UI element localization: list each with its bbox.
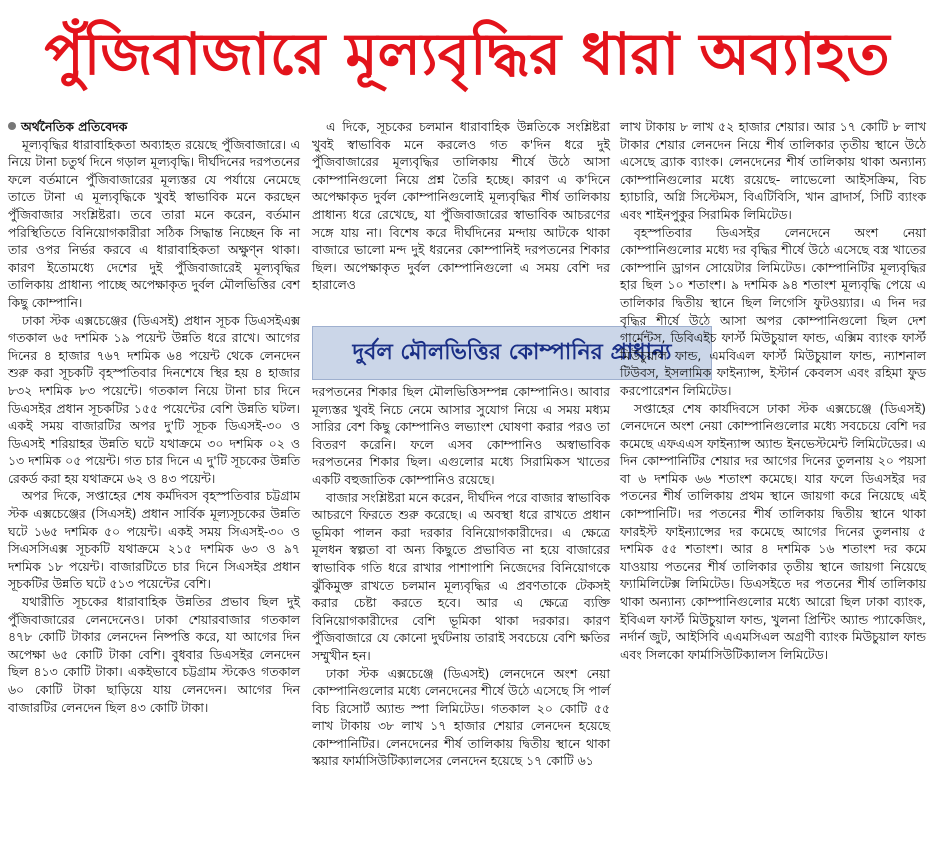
bullet-icon: [8, 122, 16, 130]
paragraph: বাজার সংশ্লিষ্টরা মনে করেন, দীর্ঘদিন পরে বাজার স্বাভাবিক আচরণে ফিরতে শুরু করেছে। এ অবস্থা ধরে রাখতে প্রধান ভূমিকা পালন করা দরকার বিনিয়োগকারীদের। এ ক্ষেত্রে মূলধন স্বল্পতা বা অন্য কিছুতে প্রভাবিত না হয়ে বাজারের স্বাভাবিক গতি ধরে রাখার পাশাপাশি নিজেদের বিনিয়োগকে ঝুঁকিমুক্ত রাখতে চলমান মূল্যবৃদ্ধির এ প্রবণতাকে টেকসই করার চেষ্টা করতে হবে। আর এ ক্ষেত্রে ব্যক্তি বিনিয়োগকারীদের বেশি ভূমিকা থাকা দরকার। কারণ পুঁজিবাজারে যে কোনো দুর্ঘটনায় তারাই সবচেয়ে বেশি ক্ষতির সম্মুখীন হন।: [312, 489, 611, 663]
paragraph: ঢাকা স্টক এক্সচেঞ্জের (ডিএসই) প্রধান সূচক ডিএসইএক্স গতকাল ৬৫ দশমিক ১৯ পয়েন্ট উন্নতি ধরে রাখে। আগের দিনের ৪ হাজার ৭৬৭ দশমিক ৬৪ পয়েন্ট থেকে লেনদেন শুরু করা সূচকটি বৃহস্পতিবার দিনশেষে স্থির হয় ৪ হাজার ৮৩২ দশমিক ৮৩ পয়েন্টে। গতকাল নিয়ে টানা চার দিনে ডিএসইর প্রধান সূচকটির ১৫৫ পয়েন্টের বেশি উন্নতি ঘটল। একই সময় বাজারটির অপর দু'টি সূচক ডিএসই-৩০ ও ডিএসই শরিয়াহর উন্নতি ঘটে যথাক্রমে ৩০ দশমিক ০২ ও ১৩ দশমিক ০৫ পয়েন্ট। গত চার দিনে এ দু'টি সূচকের উন্নতি রেকর্ড করা হয় যথাক্রমে ৬২ ও ৪৩ পয়েন্ট।: [8, 312, 300, 486]
paragraph: অপর দিকে, সপ্তাহের শেষ কর্মদিবস বৃহস্পতিবার চট্টগ্রাম স্টক এক্সচেঞ্জের (সিএসই) প্রধান সার্বিক মূল্যসূচকের উন্নতি ঘটে ১৬৫ দশমিক ৫০ পয়েন্ট। একই সময় সিএসই-৩০ ও সিএসসিএক্স সূচকটি যথাক্রমে ২১৫ দশমিক ৬৩ ও ৯৭ দশমিক ১৮ পয়েন্ট। বাজারটিতে চার দিনে সিএসইর প্রধান সূচকটির উন্নতি ঘটে ৫১৩ পয়েন্টের বেশি।: [8, 488, 300, 592]
paragraph: লাখ টাকায় ৮ লাখ ৫২ হাজার শেয়ার। আর ১৭ কোটি ৮ লাখ টাকার শেয়ার লেনদেন নিয়ে শীর্ষ তালিকার তৃতীয় স্থানে উঠে এসেছে ব্র্যাক ব্যাংক। লেনদেনের শীর্ষ তালিকায় থাকা অন্যান্য কোম্পানিগুলোর মধ্যে রয়েছে- লাভেলো আইসক্রিম, বিচ হ্যাচারি, অগ্নি সিস্টেমস, বিএটিবিসি, খান ব্রাদার্স, সিটি ব্যাংক এবং শাইনপুকুর সিরামিক লিমিটেড।: [620, 119, 926, 222]
byline-text: অর্থনৈতিক প্রতিবেদক: [21, 119, 128, 134]
column-2-bottom: [312, 383, 610, 770]
headline: পুঁজিবাজারে মূল্যবৃদ্ধির ধারা অব্যাহত: [44, 20, 890, 88]
paragraph: মূল্যবৃদ্ধির ধারাবাহিকতা অব্যাহত রয়েছে পুঁজিবাজারে। এ নিয়ে টানা চতুর্থ দিনে গড়াল মূল্যবৃদ্ধি। দীর্ঘদিনের দরপতনের ফলে বর্তমানে পুঁজিবাজারের মূল্যস্তর যে পর্যায়ে নেমেছে তাতে টানা এ মূল্যবৃদ্ধিকে খুবই স্বাভাবিক মনে করছেন পুঁজিবাজার সংশ্লিষ্টরা। তবে তারা মনে করেন, বর্তমান পরিস্থিতিতে বিনিয়োগকারীরা সঠিক সিদ্ধান্ত নিচ্ছেন কি না তার ওপর নির্ভর করবে এ ধারাবাহিকতা অক্ষুণ্ন থাকা। কারণ ইতোমধ্যে দেশের দুই পুঁজিবাজারেই মূল্যবৃদ্ধির তালিকায় প্রাধান্য পাচ্ছে অপেক্ষাকৃত দুর্বল মৌলভিত্তির বেশ কিছু কোম্পানি।: [8, 136, 300, 310]
column-1: [8, 118, 300, 716]
paragraph: ঢাকা স্টক এক্সচেঞ্জে (ডিএসই) লেনদেনে অংশ নেয়া কোম্পানিগুলোর মধ্যে লেনদেনের শীর্ষে উঠে এসেছে সি পার্ল বিচ রিসোর্ট অ্যান্ড স্পা লিমিটেড। গতকাল ২০ কোটি ৫৫ লাখ টাকায় ৩৮ লাখ ১৭ হাজার শেয়ার লেনদেন হয়েছে কোম্পানিটির। লেনদেনের শীর্ষ তালিকায় দ্বিতীয় স্থানে থাকা স্কয়ার ফার্মাসিউটিক্যালসের লেনদেন হয়েছে ১৭ কোটি ৬১: [312, 665, 610, 769]
byline: [8, 118, 300, 136]
paragraph: যথারীতি সূচকের ধারাবাহিক উন্নতির প্রভাব ছিল দুই পুঁজিবাজারের লেনদেনেও। ঢাকা শেয়ারবাজার গতকাল ৪৭৮ কোটি টাকার লেনদেন নিষ্পত্তি করে, যা আগের দিন অপেক্ষা ৬৫ কোটি টাকা বেশি। বুধবার ডিএসইর লেনদেন ছিল ৪১৩ কোটি টাকা। একইভাবে চট্টগ্রাম স্টকেও গতকাল ৬০ কোটি টাকা ছাড়িয়ে যায় লেনদেন। আগের দিন বাজারটির লেনদেন ছিল ৪৩ কোটি টাকা।: [8, 594, 300, 715]
paragraph: দরপতনের শিকার ছিল মৌলভিত্তিসম্পন্ন কোম্পানিও। আবার মূল্যস্তর খুবই নিচে নেমে আসার সুযোগ নিয়ে এ সময় মধ্যম সারির বেশ কিছু কোম্পানিও লভ্যাংশ ঘোষণা করার পরও তা বিতরণ করেনি। ফলে এসব কোম্পানিও অস্বাভাবিক দরপতনের শিকার ছিল। এগুলোর মধ্যে সিরামিকস খাতের একটি বহুজাতিক কোম্পানিও রয়েছে।: [312, 384, 610, 487]
paragraph: এ দিকে, সূচকের চলমান ধারাবাহিক উন্নতিকে সংশ্লিষ্টরা খুবই স্বাভাবিক মনে করলেও গত ক'দিন ধরে দুই পুঁজিবাজারের মূল্যবৃদ্ধির তালিকায় শীর্ষে উঠে আসা কোম্পানিগুলো নিয়ে প্রশ্ন তৈরি হচ্ছে। কারণ এ ক'দিনে অপেক্ষাকৃত দুর্বল কোম্পানিগুলোই মূল্যবৃদ্ধির শীর্ষ তালিকায় প্রাধান্য ধরে রেখেছে, যা পুঁজিবাজারের স্বাভাবিক আচরণের সঙ্গে যায় না। বিশেষ করে দীর্ঘদিনের মন্দায় আটকে থাকা বাজারে ভালো মন্দ দুই ধরনের কোম্পানিই দরপতনের শিকার ছিল। অপেক্ষাকৃত দুর্বল কোম্পানিগুলো এ সময় বেশি দর হারালেও: [312, 119, 610, 293]
paragraph: সপ্তাহের শেষ কার্যদিবসে ঢাকা স্টক এক্সচেঞ্জে (ডিএসই) লেনদেনে অংশ নেয়া কোম্পানিগুলোর মধ্যে সবচেয়ে বেশি দর কমেছে এফএএস ফাইন্যান্স অ্যান্ড ইনভেস্টমেন্ট লিমিটেডের। এ দিন কোম্পানিটির শেয়ার দর আগের দিনের তুলনায় ২০ পয়সা বা ৬ দশমিক ৬৬ শতাংশ কমেছে। যার ফলে ডিএসইর দর পতনের শীর্ষ তালিকায় প্রথম স্থানে জায়গা করে নিয়েছে এই কোম্পানিটি। দর পতনের শীর্ষ তালিকায় দ্বিতীয় স্থানে থাকা ফারইস্ট ফাইন্যান্সের দর কমেছে আগের দিনের তুলনায় ৫ দশমিক ৫৫ শতাংশ। আর ৪ দশমিক ১৬ শতাংশ দর কমে যাওয়ায় পতনের শীর্ষ তালিকার তৃতীয় স্থানে জায়গা নিয়েছে ফ্যামিলিটেক্স লিমিটেড। ডিএসইতে দর পতনের শীর্ষ তালিকায় থাকা অন্যান্য কোম্পানিগুলোর মধ্যে আরো ছিল ঢাকা ব্যাংক, ইবিএল ফার্স্ট মিউচুয়াল ফান্ড, খুলনা প্রিন্টিং অ্যান্ড প্যাকেজিং, নর্দার্ন জুট, আইসিবি এএমসিএল অগ্রণী ব্যাংক মিউচুয়াল ফান্ড এবং সিলকো ফার্মাসিউটিক্যালস লিমিটেড।: [620, 400, 926, 662]
column-3: [620, 118, 926, 663]
subheadline: দুর্বল মৌলভিত্তির কোম্পানির প্রাধান্য: [312, 326, 712, 380]
paragraph: বৃহস্পতিবার ডিএসইর লেনদেনে অংশ নেয়া কোম্পানিগুলোর মধ্যে দর বৃদ্ধির শীর্ষে উঠে এসেছে বস্ত্র খাতের কোম্পানি ড্রাগন সোয়েটার লিমিটেড। কোম্পানিটির মূল্যবৃদ্ধির হার ছিল ১০ শতাংশ। ৯ দশমিক ৯৪ শতাংশ মূল্যবৃদ্ধি পেয়ে এ তালিকার দ্বিতীয় স্থানে ছিল লিগেসি ফুটওয়্যার। এ দিন দর বৃদ্ধির শীর্ষে উঠে আসা অপর কোম্পানিগুলো ছিল দেশ গার্মেন্টস, ডিবিএইচ ফার্স্ট মিউচুয়াল ফান্ড, এক্সিম ব্যাংক ফার্স্ট মিউচুয়াল ফান্ড, এমবিএল ফার্স্ট মিউচুয়াল ফান্ড, ন্যাশনাল টিউবস, ইসলামিক ফাইন্যান্স, ইস্টার্ন কেবলস এবং রহিমা ফুড করপোরেশন লিমিটেড।: [620, 224, 926, 398]
column-2-top: [312, 118, 610, 294]
